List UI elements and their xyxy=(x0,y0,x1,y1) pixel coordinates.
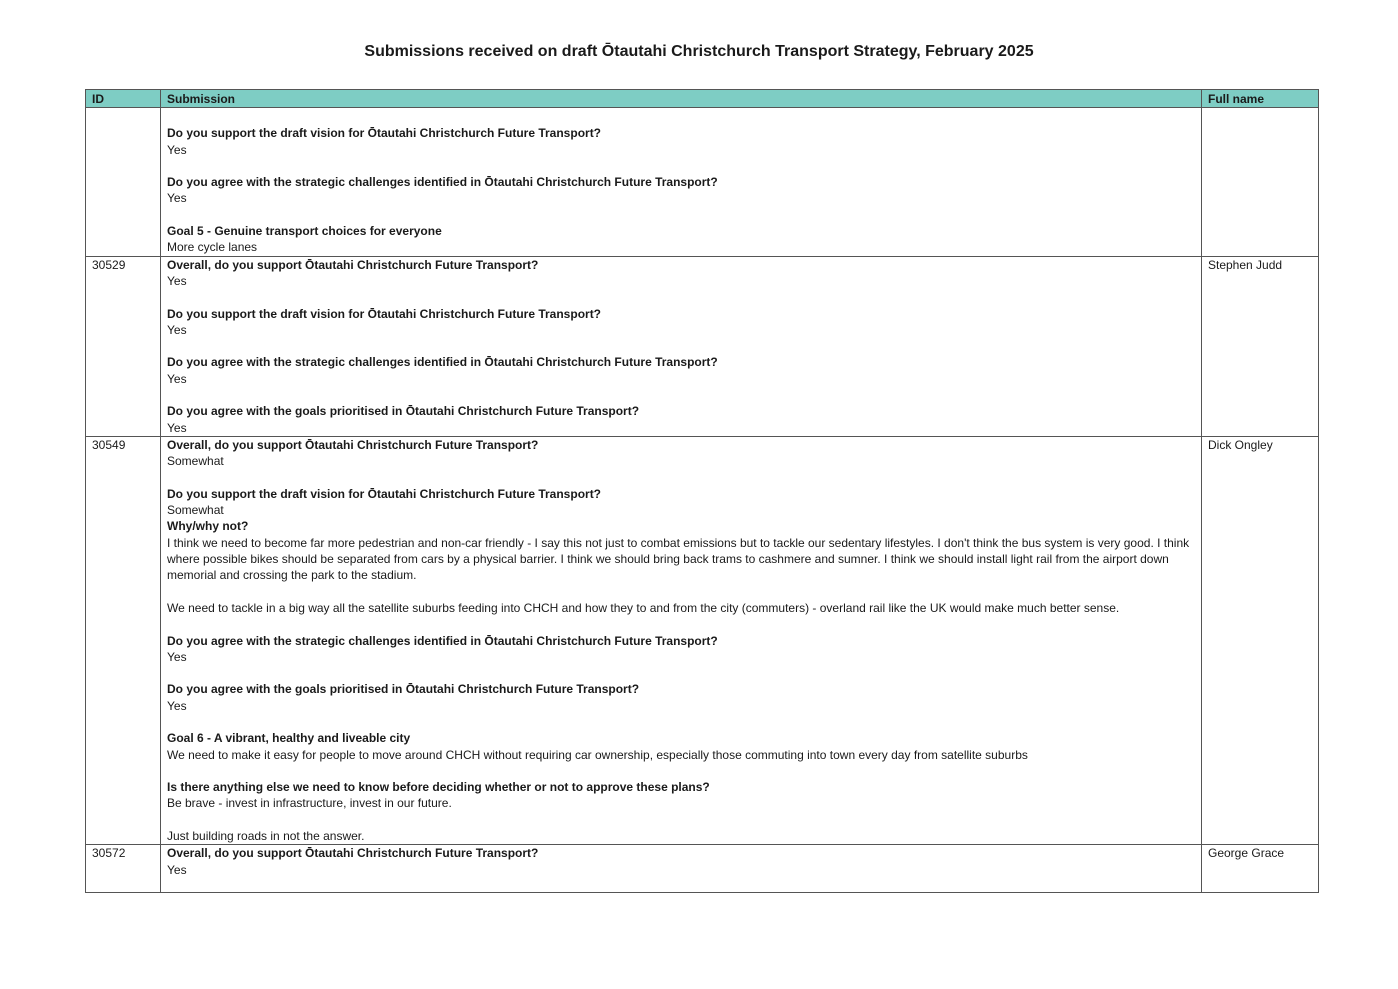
table-row xyxy=(86,845,1319,893)
question-answer xyxy=(167,306,1195,339)
answer: Yes xyxy=(167,862,187,877)
question-answer xyxy=(167,845,1195,878)
question-answer xyxy=(167,437,1195,470)
table-row xyxy=(86,108,1319,256)
submitter-name xyxy=(1202,108,1319,256)
question: Goal 5 - Genuine transport choices for everyone xyxy=(167,224,442,239)
answer: More cycle lanes xyxy=(167,240,258,255)
question-answer xyxy=(167,174,1195,207)
table-row xyxy=(86,256,1319,436)
question-answer xyxy=(167,125,1195,158)
question-answer xyxy=(167,354,1195,387)
column-header-submission: Submission xyxy=(161,90,1202,108)
submission-id: 30572 xyxy=(86,845,161,893)
answer: Yes xyxy=(167,649,187,664)
submitter-name: George Grace xyxy=(1202,845,1319,893)
question: Overall, do you support Ōtautahi Christchurch Future Transport? xyxy=(167,437,539,452)
question-answer xyxy=(167,779,1195,844)
answer: Yes xyxy=(167,322,187,337)
submission-content xyxy=(161,845,1202,893)
follow-up-question: Why/why not? xyxy=(167,519,249,534)
submission-content xyxy=(161,108,1202,256)
question-answer xyxy=(167,486,1195,616)
answer: Somewhat xyxy=(167,454,224,469)
table-header-row xyxy=(86,90,1319,108)
comment-paragraph: Just building roads in not the answer. xyxy=(167,829,365,844)
question: Do you agree with the goals prioritised in Ōtautahi Christchurch Future Transport? xyxy=(167,682,640,697)
submission-id: 30549 xyxy=(86,436,161,844)
submission-content xyxy=(161,436,1202,844)
question: Overall, do you support Ōtautahi Christchurch Future Transport? xyxy=(167,846,539,861)
answer: Yes xyxy=(167,191,187,206)
comment-paragraph: I think we need to become far more pedestrian and non-car friendly - I say this not just to combat emissions but to tackle our sedentary lifestyles. I don't think the bus system is very good. I think where possible bikes should be separated from cars by a physical barrier. I think we should bring back trams to cashmere and sumner. I think we should install light rail from the airport down memorial and crossing the park to the stadium. xyxy=(167,535,1190,583)
question-answer xyxy=(167,681,1195,714)
submitter-name: Stephen Judd xyxy=(1202,256,1319,436)
submissions-table xyxy=(85,89,1319,893)
question: Is there anything else we need to know before deciding whether or not to approve these plans? xyxy=(167,780,710,795)
comment-paragraph: We need to tackle in a big way all the satellite suburbs feeding into CHCH and how they to and from the city (commuters) - overland rail like the UK would make much better sense. xyxy=(167,600,1120,615)
question: Do you agree with the strategic challenges identified in Ōtautahi Christchurch Future Transport? xyxy=(167,633,718,648)
answer: Yes xyxy=(167,142,187,157)
question: Goal 6 - A vibrant, healthy and liveable city xyxy=(167,731,411,746)
question: Do you support the draft vision for Ōtautahi Christchurch Future Transport? xyxy=(167,306,602,321)
answer: Yes xyxy=(167,420,187,435)
column-header-id: ID xyxy=(86,90,161,108)
question: Do you agree with the goals prioritised in Ōtautahi Christchurch Future Transport? xyxy=(167,404,640,419)
question-answer xyxy=(167,633,1195,666)
question: Overall, do you support Ōtautahi Christchurch Future Transport? xyxy=(167,257,539,272)
question-answer xyxy=(167,730,1195,763)
answer: Yes xyxy=(167,273,187,288)
column-header-full-name: Full name xyxy=(1202,90,1319,108)
submission-content xyxy=(161,256,1202,436)
answer: We need to make it easy for people to move around CHCH without requiring car ownership, especially those commuting into town every day from satellite suburbs xyxy=(167,747,1028,762)
question-answer xyxy=(167,257,1195,290)
submitter-name: Dick Ongley xyxy=(1202,436,1319,844)
question: Do you support the draft vision for Ōtautahi Christchurch Future Transport? xyxy=(167,126,602,141)
submission-id xyxy=(86,108,161,256)
answer: Yes xyxy=(167,371,187,386)
question: Do you support the draft vision for Ōtautahi Christchurch Future Transport? xyxy=(167,486,602,501)
submission-id: 30529 xyxy=(86,256,161,436)
question: Do you agree with the strategic challenges identified in Ōtautahi Christchurch Future Transport? xyxy=(167,175,718,190)
question-answer xyxy=(167,403,1195,436)
answer: Yes xyxy=(167,698,187,713)
comment-paragraph: Be brave - invest in infrastructure, invest in our future. xyxy=(167,796,452,811)
table-row xyxy=(86,436,1319,844)
question-answer xyxy=(167,223,1195,256)
answer: Somewhat xyxy=(167,503,224,518)
question: Do you agree with the strategic challenges identified in Ōtautahi Christchurch Future Transport? xyxy=(167,355,718,370)
page-title: Submissions received on draft Ōtautahi Christchurch Transport Strategy, February 2025 xyxy=(364,43,1034,60)
